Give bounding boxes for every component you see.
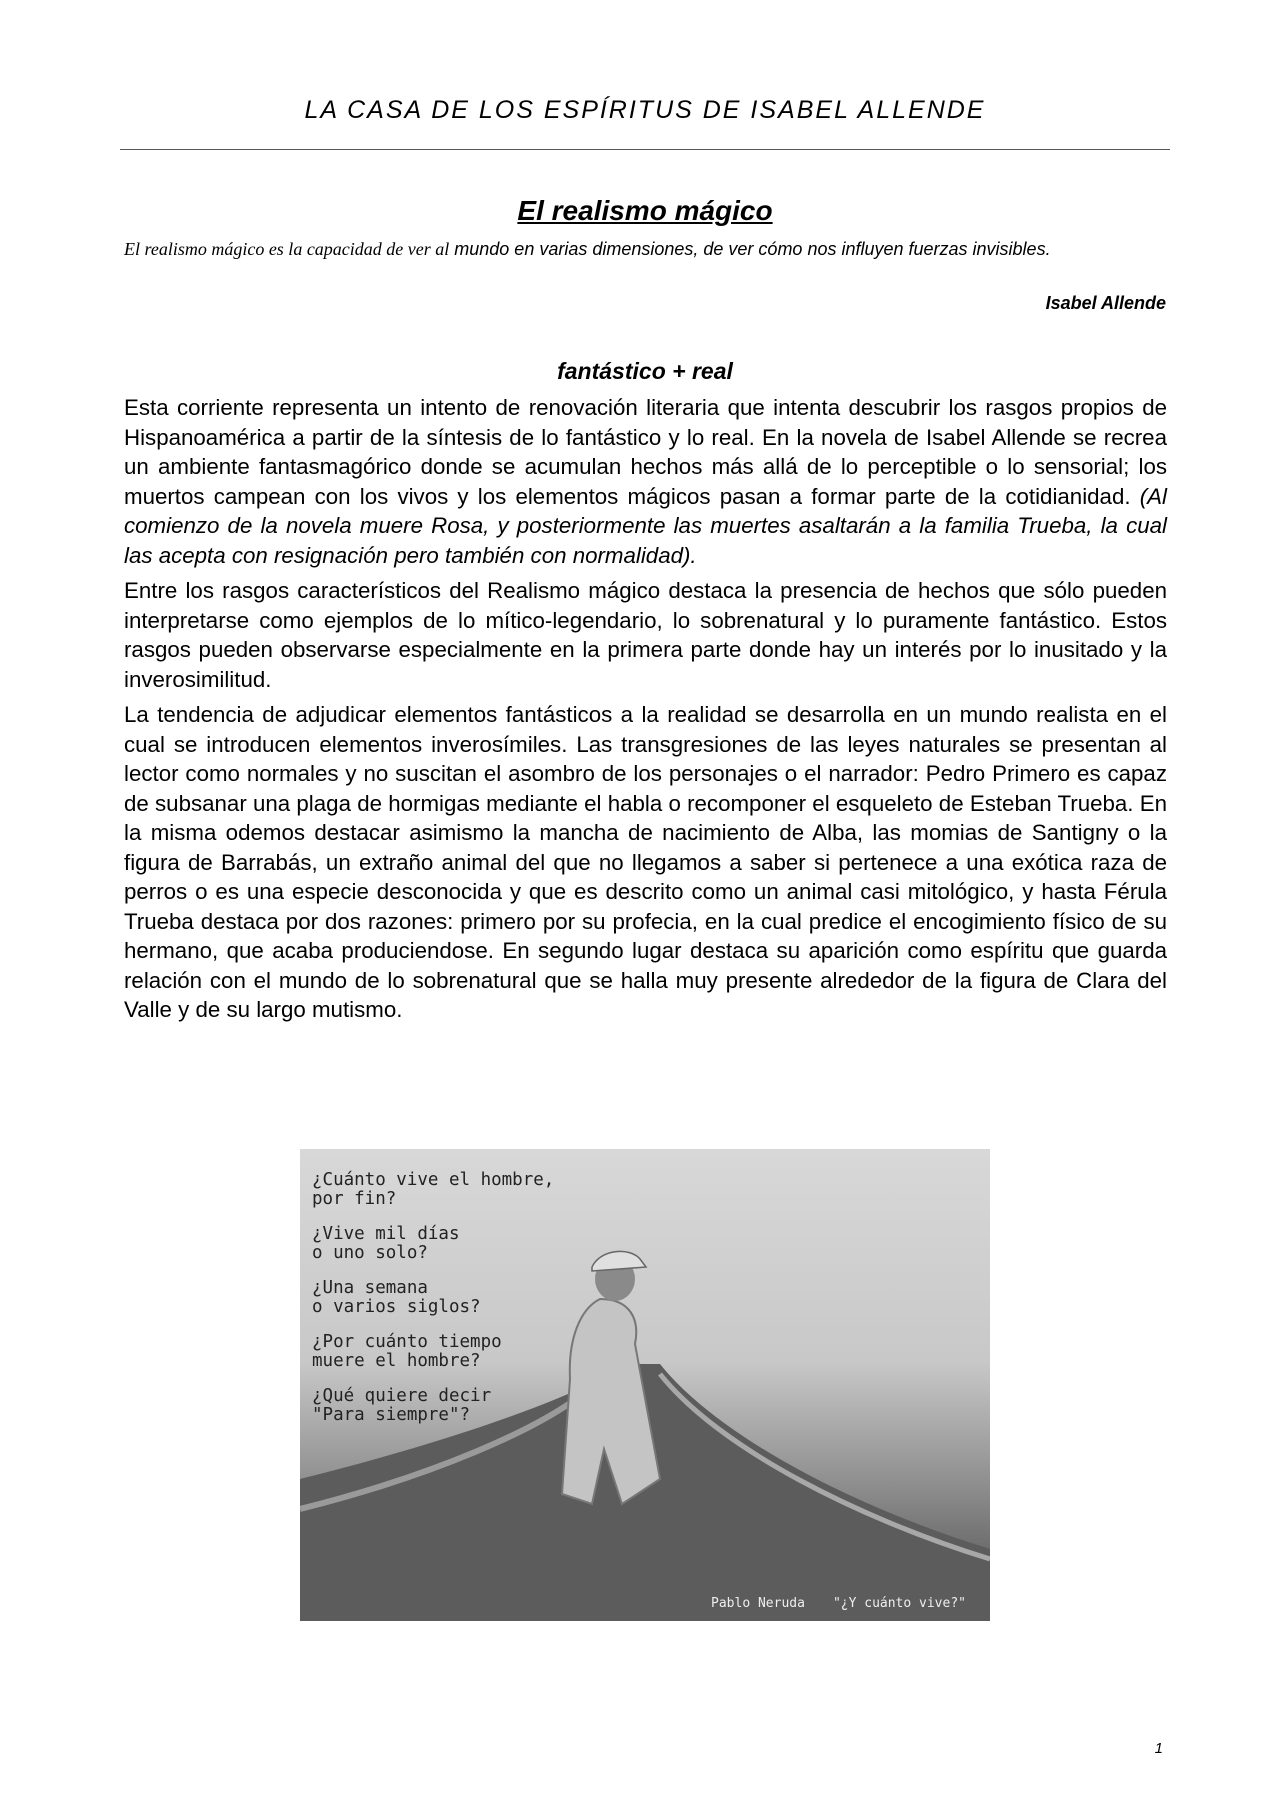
epigraph-quote: [124, 236, 1167, 262]
body-text: [124, 393, 1167, 1031]
page-title: El realismo mágico: [517, 195, 773, 226]
photo-caption: [711, 1596, 966, 1611]
poem-stanza: [312, 1225, 554, 1263]
paragraph-1-text: Esta corriente representa un intento de renovación literaria que intenta descubrir los rasgos propios de Hispanoamérica a partir de la síntesis de lo fantástico y lo real. En la novela de Isabel Allende se recrea un ambiente fantasmagórico donde se acumulan hechos más allá de lo perceptible o lo sensorial; los muertos campean con los vivos y los elementos mágicos pasan a formar parte de la cotidianidad.: [124, 395, 1167, 509]
poem-line: ¿Qué quiere decir: [312, 1386, 492, 1406]
poem-stanza: [312, 1279, 554, 1317]
poem-line: o uno solo?: [312, 1243, 428, 1263]
poem-stanza: [312, 1387, 554, 1425]
photo-poem: [312, 1171, 554, 1441]
photo-caption-author: Pablo Neruda: [711, 1596, 805, 1611]
poem-line: o varios siglos?: [312, 1297, 481, 1317]
man-cap: [592, 1251, 646, 1271]
header-divider: [120, 149, 1170, 150]
page-number: 1: [1154, 1740, 1163, 1757]
epigraph-attribution: Isabel Allende: [1045, 293, 1166, 313]
neruda-photo: [300, 1149, 990, 1621]
poem-line: ¿Una semana: [312, 1278, 428, 1298]
poem-line: ¿Vive mil días: [312, 1224, 460, 1244]
epigraph-rest: mundo en varias dimensiones, de ver cómo nos influyen fuerzas invisibles.: [449, 239, 1051, 259]
paragraph-2: Entre los rasgos característicos del Realismo mágico destaca la presencia de hechos que sólo pueden interpretarse como ejemplos de lo mítico-legendario, lo sobrenatural y lo puramente fantástico. Estos rasgos pueden observarse especialmente en la primera parte donde hay un interés por lo inusitado y la inverosimilitud.: [124, 578, 1167, 692]
epigraph-lead: El realismo mágico es la capacidad de ver al: [124, 239, 450, 259]
poem-stanza: [312, 1333, 554, 1371]
poem-stanza: [312, 1171, 554, 1209]
photo-caption-title: "¿Y cuánto vive?": [832, 1596, 966, 1611]
running-header: LA CASA DE LOS ESPÍRITUS DE ISABEL ALLENDE: [304, 96, 986, 124]
section-heading: fantástico + real: [557, 358, 733, 384]
paragraph-1: [124, 393, 1167, 570]
poem-line: muere el hombre?: [312, 1351, 481, 1371]
paragraph-1-aside: (Al comienzo de la novela muere Rosa, y posteriormente las muertes asaltarán a la familia Trueba, la cual las acepta con resignación pero también con normalidad).: [124, 483, 1167, 568]
man-coat: [562, 1299, 660, 1504]
paragraph-3: La tendencia de adjudicar elementos fantásticos a la realidad se desarrolla en un mundo realista en el cual se introducen elementos inverosímiles. Las transgresiones de las leyes naturales se presentan al lector como normales y no suscitan el asombro de los personajes o el narrador: Pedro Primero es capaz de subsanar una plaga de hormigas mediante el habla o recomponer el esqueleto de Esteban Trueba. En la misma odemos destacar asimismo la mancha de nacimiento de Alba, las momias de Santigny o la figura de Barrabás, un extraño animal del que no llegamos a saber si pertenece a una exótica raza de perros o es una especie desconocida y que es descrito como un animal casi mitológico, y hasta Férula Trueba destaca por dos razones: primero por su profecia, en la cual predice el encogimiento físico de su hermano, que acaba produciendose. En segundo lugar destaca su aparición como espíritu que guarda relación con el mundo de lo sobrenatural que se halla muy presente alrededor de la figura de Clara del Valle y de su largo mutismo.: [124, 702, 1167, 1022]
poem-line: "Para siempre"?: [312, 1405, 471, 1425]
poem-line: ¿Por cuánto tiempo: [312, 1332, 502, 1352]
poem-line: por fin?: [312, 1189, 397, 1209]
poem-line: ¿Cuánto vive el hombre,: [312, 1170, 555, 1190]
